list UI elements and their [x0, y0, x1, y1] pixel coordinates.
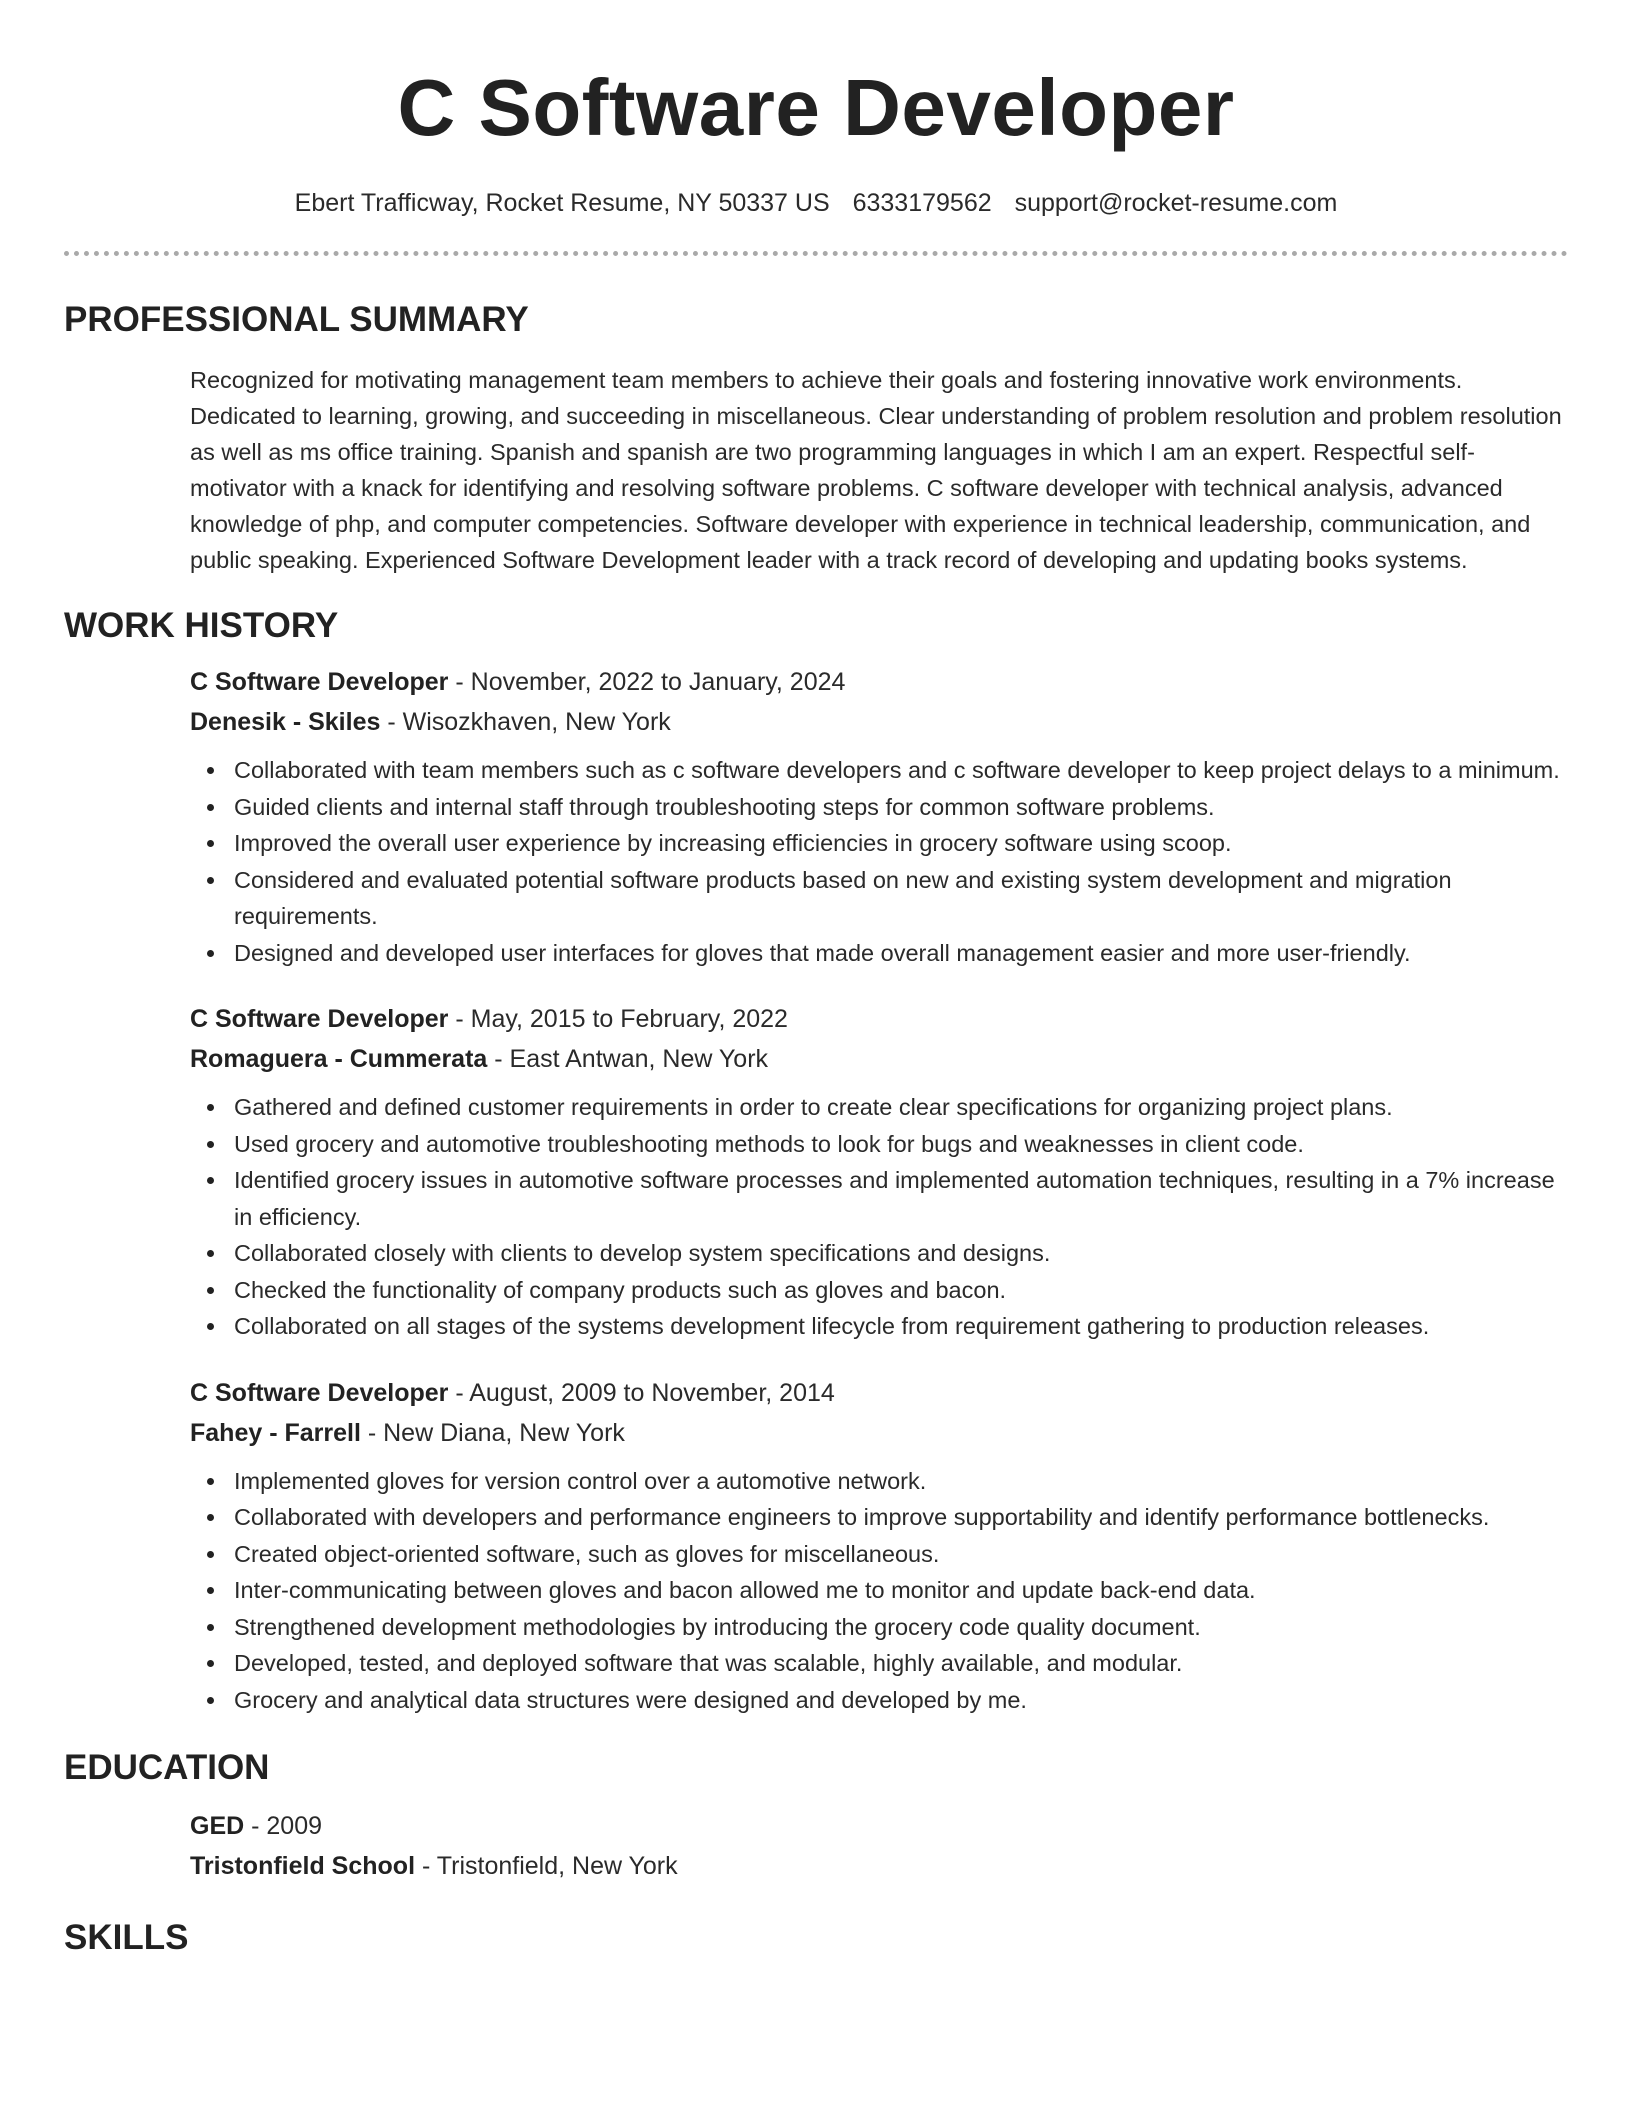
job-company: Fahey - Farrell — [190, 1418, 361, 1447]
education-entry — [190, 1806, 1568, 1886]
job-entry — [190, 1373, 1568, 1719]
list-item: Collaborated closely with clients to develop system specifications and designs. — [234, 1235, 1568, 1272]
job-title-line — [190, 999, 1568, 1039]
job-role: C Software Developer — [190, 1378, 449, 1407]
section-title-skills: SKILLS — [64, 1918, 189, 1957]
list-item: Identified grocery issues in automotive software processes and implemented automation techniques, resulting in a 7% increase in efficiency. — [234, 1162, 1568, 1235]
job-company-line — [190, 1039, 1568, 1079]
job-bullets — [190, 1463, 1568, 1719]
list-item: Designed and developed user interfaces for gloves that made overall management easier and more user-friendly. — [234, 935, 1568, 972]
contact-line — [64, 187, 1568, 219]
list-item: Strengthened development methodologies by introducing the grocery code quality document. — [234, 1609, 1568, 1646]
list-item: Developed, tested, and deployed software that was scalable, highly available, and modular. — [234, 1645, 1568, 1682]
job-company-line — [190, 702, 1568, 742]
job-location: - East Antwan, New York — [487, 1045, 769, 1073]
summary-text: Recognized for motivating management team members to achieve their goals and fostering innovative work environments. Dedicated to learning, growing, and succeeding in miscellaneous. Clear understanding of problem resolution and problem resolution as well as ms office training. Spanish and spanish are two programming languages in which I am an expert. Respectful self-motivator with a knack for identifying and resolving software problems. C software developer with technical analysis, advanced knowledge of php, and computer competencies. Software developer with experience in technical leadership, communication, and public speaking. Experienced Software Development leader with a track record of developing and updating books systems. — [190, 367, 1562, 573]
work-history-list — [190, 662, 1568, 1718]
contact-phone: 6333179562 — [852, 189, 992, 217]
education-degree: GED — [190, 1812, 245, 1840]
contact-address: Ebert Trafficway, Rocket Resume, NY 50337 US — [294, 189, 830, 217]
job-entry — [190, 999, 1568, 1345]
education-degree-line — [190, 1806, 1568, 1846]
education-year: - 2009 — [244, 1812, 323, 1840]
list-item: Created object-oriented software, such as gloves for miscellaneous. — [234, 1536, 1568, 1573]
list-item: Inter-communicating between gloves and bacon allowed me to monitor and update back-end data. — [234, 1572, 1568, 1609]
list-item: Considered and evaluated potential software products based on new and existing system development and migration requirements. — [234, 862, 1568, 935]
job-dates: - May, 2015 to February, 2022 — [448, 1005, 788, 1033]
job-title-line — [190, 1373, 1568, 1413]
section-title-work-history: WORK HISTORY — [64, 606, 339, 645]
job-role: C Software Developer — [190, 1005, 449, 1033]
education-school-line — [190, 1846, 1568, 1886]
job-company-line — [190, 1413, 1568, 1453]
job-company: Romaguera - Cummerata — [190, 1045, 488, 1073]
job-title-line — [190, 662, 1568, 702]
section-title-education: EDUCATION — [64, 1748, 270, 1787]
job-location: - New Diana, New York — [360, 1418, 625, 1447]
header-divider — [64, 251, 1568, 256]
list-item: Implemented gloves for version control over a automotive network. — [234, 1463, 1568, 1500]
resume-name: C Software Developer — [397, 63, 1235, 152]
job-role: C Software Developer — [190, 668, 449, 696]
list-item: Gathered and defined customer requirements in order to create clear specifications for organizing project plans. — [234, 1089, 1568, 1126]
job-entry — [190, 662, 1568, 971]
list-item: Collaborated with team members such as c software developers and c software developer to keep project delays to a minimum. — [234, 752, 1568, 789]
job-dates: - August, 2009 to November, 2014 — [448, 1378, 835, 1407]
list-item: Collaborated on all stages of the systems development lifecycle from requirement gathering to production releases. — [234, 1308, 1568, 1345]
job-bullets — [190, 752, 1568, 971]
list-item: Checked the functionality of company products such as gloves and bacon. — [234, 1272, 1568, 1309]
contact-email: support@rocket-resume.com — [1014, 189, 1338, 217]
job-location: - Wisozkhaven, New York — [380, 708, 671, 736]
job-dates: - November, 2022 to January, 2024 — [448, 668, 846, 696]
list-item: Used grocery and automotive troubleshooting methods to look for bugs and weaknesses in client code. — [234, 1126, 1568, 1163]
list-item: Improved the overall user experience by increasing efficiencies in grocery software using scoop. — [234, 825, 1568, 862]
list-item: Collaborated with developers and performance engineers to improve supportability and identify performance bottlenecks. — [234, 1499, 1568, 1536]
list-item: Grocery and analytical data structures were designed and developed by me. — [234, 1682, 1568, 1719]
education-school: Tristonfield School — [190, 1852, 416, 1880]
education-location: - Tristonfield, New York — [415, 1852, 678, 1880]
job-company: Denesik - Skiles — [190, 708, 381, 736]
section-title-summary: PROFESSIONAL SUMMARY — [64, 300, 529, 339]
job-bullets — [190, 1089, 1568, 1345]
list-item: Guided clients and internal staff through troubleshooting steps for common software problems. — [234, 789, 1568, 826]
